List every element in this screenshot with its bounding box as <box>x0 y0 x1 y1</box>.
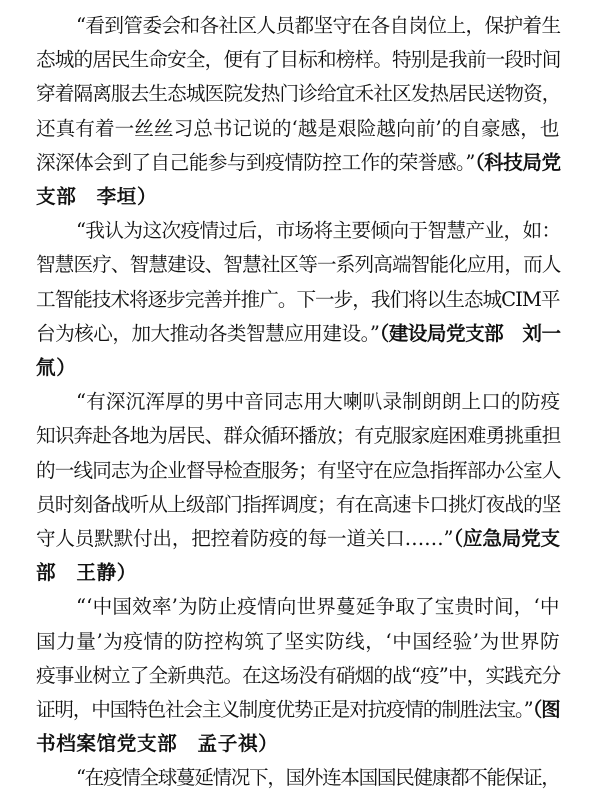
author-attribution: 书档案馆党支部 孟子祺） <box>36 732 279 755</box>
text-line <box>76 764 560 792</box>
author-attribution: （应急局党支 <box>453 527 560 550</box>
text-line <box>36 628 560 656</box>
text-line <box>76 388 560 416</box>
quote-text: 疫事业树立了全新典范。在这场没有硝烟的战“疫”中，实践充分 <box>36 664 561 687</box>
quote-text: 知识奔赴各地为居民、群众循环播放；有克服家庭困难勇挑重担 <box>36 424 561 447</box>
quote-text: 穿着隔离服去生态城医院发热门诊给宜禾社区发热居民送物资， <box>36 82 561 105</box>
text-line <box>76 593 560 621</box>
text-line <box>36 149 560 177</box>
text-line <box>36 491 560 519</box>
quote-text: “有深沉浑厚的男中音同志用大喇叭录制朗朗上口的防疫 <box>76 390 561 413</box>
text-line <box>36 80 560 108</box>
quote-text: 还真有着一丝丝习总书记说的‘越是艰险越向前’的自豪感，也 <box>36 117 560 140</box>
text-line <box>36 46 560 74</box>
text-line <box>36 354 560 382</box>
text-line <box>76 217 560 245</box>
quote-text: “‘中国效率’为防止疫情向世界蔓延争取了宝贵时间，‘中 <box>76 595 560 618</box>
author-attribution: 支部 李垣） <box>36 185 158 208</box>
text-line <box>36 559 560 587</box>
text-line <box>36 730 560 758</box>
quote-text: 态城的居民生命安全，便有了目标和榜样。特别是我前一段时间 <box>36 48 561 71</box>
text-line <box>76 12 560 40</box>
author-attribution: （建设局党支部 刘一 <box>379 322 561 345</box>
quote-text: 国力量’为疫情的防控构筑了坚实防线，‘中国经验’为世界防 <box>36 630 561 653</box>
text-line <box>36 422 560 450</box>
quote-text: “在疫情全球蔓延情况下，国外连本国国民健康都不能保证， <box>76 766 560 789</box>
text-line <box>36 696 560 724</box>
author-attribution: 氚） <box>36 356 77 379</box>
quote-text: 工智能技术将逐步完善并推广。下一步，我们将以生态城CIM平 <box>36 288 560 311</box>
author-attribution: （图 <box>532 698 560 721</box>
quote-text: “我认为这次疫情过后，市场将主要倾向于智慧产业，如： <box>76 219 561 242</box>
quote-text: 的一线同志为企业督导检查服务；有坚守在应急指挥部办公室人 <box>36 459 561 482</box>
author-attribution: 部 王静） <box>36 561 137 584</box>
text-line <box>36 183 560 211</box>
text-line <box>36 320 560 348</box>
quote-text: 台为核心，加大推动各类智慧应用建设。” <box>36 322 380 345</box>
quote-text: “看到管委会和各社区人员都坚守在各自岗位上，保护着生 <box>76 14 561 37</box>
quote-text: 员时刻备战听从上级部门指挥调度；有在高速卡口挑灯夜战的坚 <box>36 493 561 516</box>
text-line <box>36 662 560 690</box>
quote-text: 守人员默默付出，把控着防疫的每一道关口……” <box>36 527 454 550</box>
text-line <box>36 525 560 553</box>
quote-text: 智慧医疗、智慧建设、智慧社区等一系列高端智能化应用，而人 <box>36 253 561 276</box>
author-attribution: （科技局党 <box>474 151 561 174</box>
text-line <box>36 457 560 485</box>
text-line <box>36 115 560 143</box>
text-line <box>36 251 560 279</box>
quote-text: 证明，中国特色社会主义制度优势正是对抗疫情的制胜法宝。” <box>36 698 533 721</box>
text-line <box>36 286 560 314</box>
quote-text: 深深体会到了自己能参与到疫情防控工作的荣誉感。” <box>36 151 475 174</box>
